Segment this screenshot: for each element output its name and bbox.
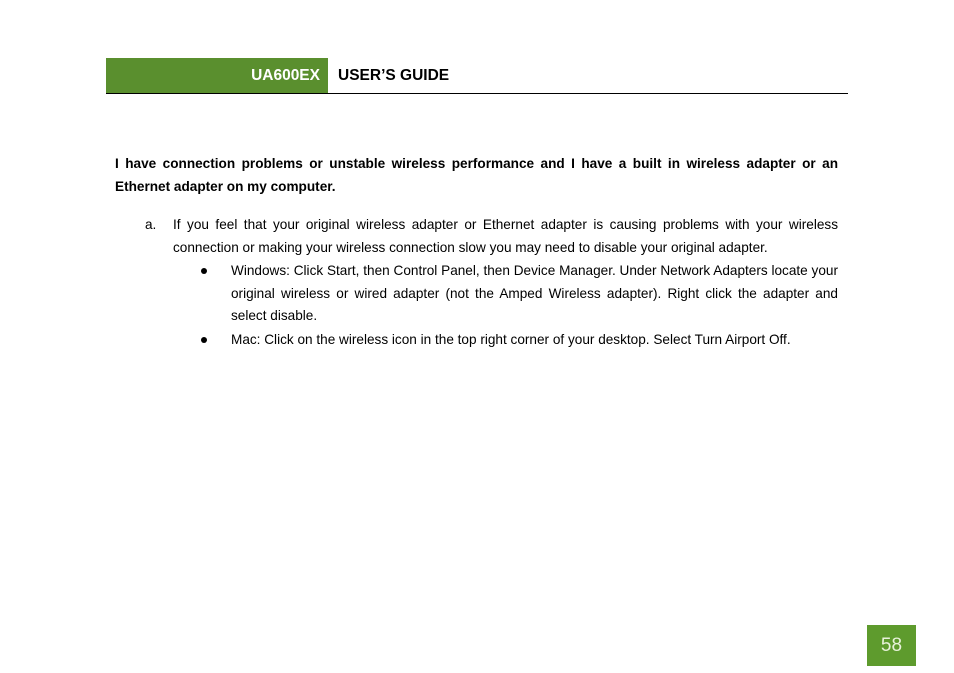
bullet-text: Windows: Click Start, then Control Panel, then Device Manager. Under Network Adapters locate your original wireless or wired adapter (not the Amped Wireless adapter). Right click the adapter and select disable. — [231, 263, 838, 323]
header-product-name: UA600EX — [251, 67, 320, 84]
bullet-list — [173, 260, 838, 351]
faq-question: I have connection problems or unstable wireless performance and I have a built in wireless adapter or an Ethernet adapter on my computer. — [115, 156, 838, 194]
list-item-marker: a. — [145, 217, 157, 232]
header-divider — [106, 93, 848, 94]
list-item — [115, 214, 838, 351]
bullet-item-mac — [173, 329, 838, 352]
page-number: 58 — [867, 625, 916, 666]
main-content — [115, 153, 838, 351]
list-item-text: If you feel that your original wireless adapter or Ethernet adapter is causing problems with your wireless connection or making your wireless connection slow you may need to disable your original adapter. — [173, 217, 838, 255]
bullet-icon — [201, 268, 207, 274]
header-guide-title: USER’S GUIDE — [338, 67, 450, 84]
bullet-text: Mac: Click on the wireless icon in the top right corner of your desktop. Select Turn Airport Off. — [231, 331, 791, 347]
bullet-item-windows — [173, 260, 838, 328]
bullet-icon — [201, 337, 207, 343]
